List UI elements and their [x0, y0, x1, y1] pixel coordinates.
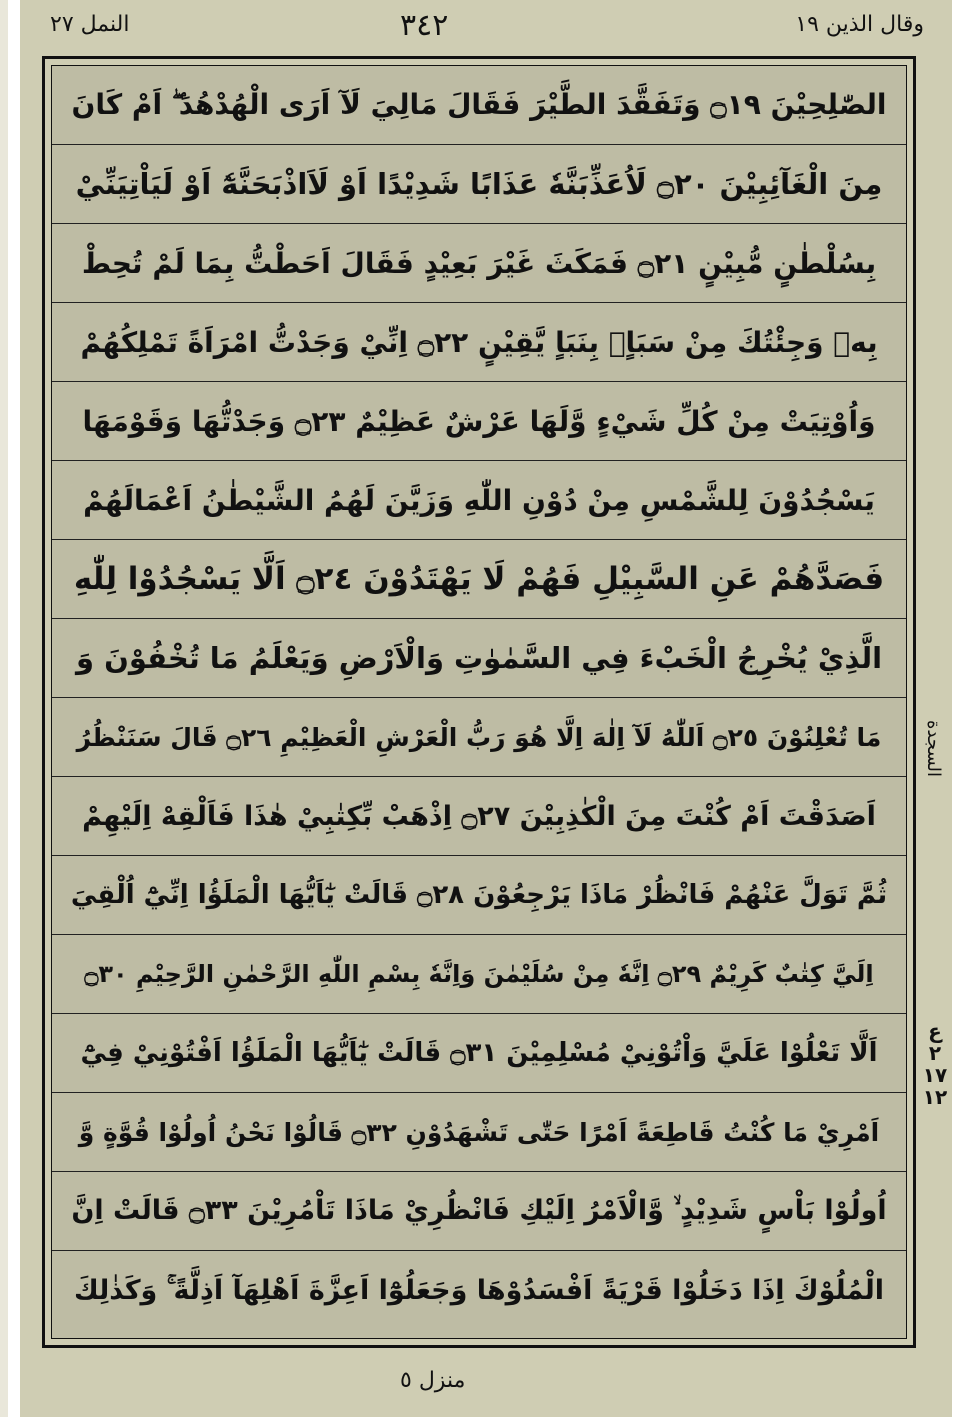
manzil-label: منزل ٥	[400, 1368, 466, 1393]
verse-line: مَا تُعْلِنُوْنَ ۝٢٥ اَللّٰهُ لَآ اِلٰهَ اِلَّا هُوَ رَبُّ الْعَرْشِ الْعَظِيْمِ ۝٢٦ قَالَ سَنَنْظُرُ	[52, 698, 906, 777]
surah-label: النمل ٢٧	[50, 12, 130, 37]
verse-line: الْمُلُوْكَ اِذَا دَخَلُوْا قَرْيَةً اَفْسَدُوْهَا وَجَعَلُوْٓا اَعِزَّةَ اَهْلِهَآ اَذِلَّةً ۚ وَكَذٰلِكَ	[73, 1274, 885, 1306]
text-frame-inner	[51, 65, 907, 1339]
mushaf-page	[20, 0, 952, 1417]
verse-line: اُولُوْا بَاْسٍ شَدِيْدٍ ۙ وَّالْاَمْرُ اِلَيْكِ فَانْظُرِيْ مَاذَا تَاْمُرِيْنَ ۝٣٣ قَالَتْ اِنَّ	[52, 1172, 906, 1251]
ruku-marker-part: ١٧	[922, 1063, 948, 1087]
verse-lines	[52, 66, 906, 1338]
verse-line: اَلَّا تَعْلُوْا عَلَيَّ وَاْتُوْنِيْ مُسْلِمِيْنَ ۝٣١ قَالَتْ يٰٓاَيُّهَا الْمَلَؤُا اَفْتُوْنِيْ فِيْٓ	[52, 1014, 906, 1093]
sajda-marker: السجدة	[923, 720, 944, 778]
ruku-marker	[922, 1020, 948, 1108]
verse-line: اَمْرِيْ مَا كُنْتُ قَاطِعَةً اَمْرًا حَتّٰى تَشْهَدُوْنِ ۝٣٢ قَالُوْا نَحْنُ اُولُوْا قُوَّةٍ وَّ	[52, 1093, 906, 1172]
ruku-marker-part: ١٢	[922, 1085, 948, 1109]
verse-line: فَصَدَّهُمْ عَنِ السَّبِيْلِ فَهُمْ لَا يَهْتَدُوْنَ ۝٢٤ اَلَّا يَسْجُدُوْا لِلّٰهِ	[52, 540, 906, 619]
verse-line: ثُمَّ تَوَلَّ عَنْهُمْ فَانْظُرْ مَاذَا يَرْجِعُوْنَ ۝٢٨ قَالَتْ يٰٓاَيُّهَا الْمَلَؤُا اِنِّيْٓ اُلْقِيَ	[52, 856, 906, 935]
juz-label: وقال الذين ١٩	[795, 12, 924, 37]
verse-line: الَّذِيْ يُخْرِجُ الْخَبْءَ فِي السَّمٰوٰتِ وَالْاَرْضِ وَيَعْلَمُ مَا تُخْفُوْنَ وَ	[52, 619, 906, 698]
verse-line: بِهٖ وَجِئْتُكَ مِنْ سَبَاٍۭ بِنَبَاٍ يَّقِيْنٍ ۝٢٢ اِنِّيْ وَجَدْتُّ امْرَاَةً تَمْلِكُهُمْ	[52, 303, 906, 382]
verse-line: اَصَدَقْتَ اَمْ كُنْتَ مِنَ الْكٰذِبِيْنَ ۝٢٧ اِذْهَبْ بِّكِتٰبِيْ هٰذَا فَاَلْقِهْ اِلَيْهِمْ	[52, 777, 906, 856]
verse-line: بِسُلْطٰنٍ مُّبِيْنٍ ۝٢١ فَمَكَثَ غَيْرَ بَعِيْدٍ فَقَالَ اَحَطْتُّ بِمَا لَمْ تُحِطْ	[52, 224, 906, 303]
text-frame	[42, 56, 916, 1348]
verse-line: مِنَ الْغَآئِبِيْنَ ۝٢٠ لَاُعَذِّبَنَّهٗ عَذَابًا شَدِيْدًا اَوْ لَاَاذْبَحَنَّهٗٓ اَوْ لَيَاْتِيَنِّيْ	[52, 145, 906, 224]
page-number: ٣٤٢	[400, 8, 449, 43]
verse-line: يَسْجُدُوْنَ لِلشَّمْسِ مِنْ دُوْنِ اللّٰهِ وَزَيَّنَ لَهُمُ الشَّيْطٰنُ اَعْمَالَهُمْ	[52, 461, 906, 540]
verse-line: الصّٰلِحِيْنَ ۝١٩ وَتَفَقَّدَ الطَّيْرَ فَقَالَ مَالِيَ لَآ اَرَى الْهُدْهُدَ ۖ اَمْ كَانَ	[52, 66, 906, 145]
page-edge	[0, 0, 8, 1417]
verse-line: وَاُوْتِيَتْ مِنْ كُلِّ شَيْءٍ وَّلَهَا عَرْشٌ عَظِيْمٌ ۝٢٣ وَجَدْتُّهَا وَقَوْمَهَا	[52, 382, 906, 461]
ruku-marker-part: ع ٢	[928, 1019, 942, 1065]
verse-line: اِلَيَّ كِتٰبٌ كَرِيْمٌ ۝٢٩ اِنَّهٗ مِنْ سُلَيْمٰنَ وَاِنَّهٗ بِسْمِ اللّٰهِ الرَّحْمٰنِ الرَّحِيْمِ ۝٣٠	[52, 935, 906, 1014]
